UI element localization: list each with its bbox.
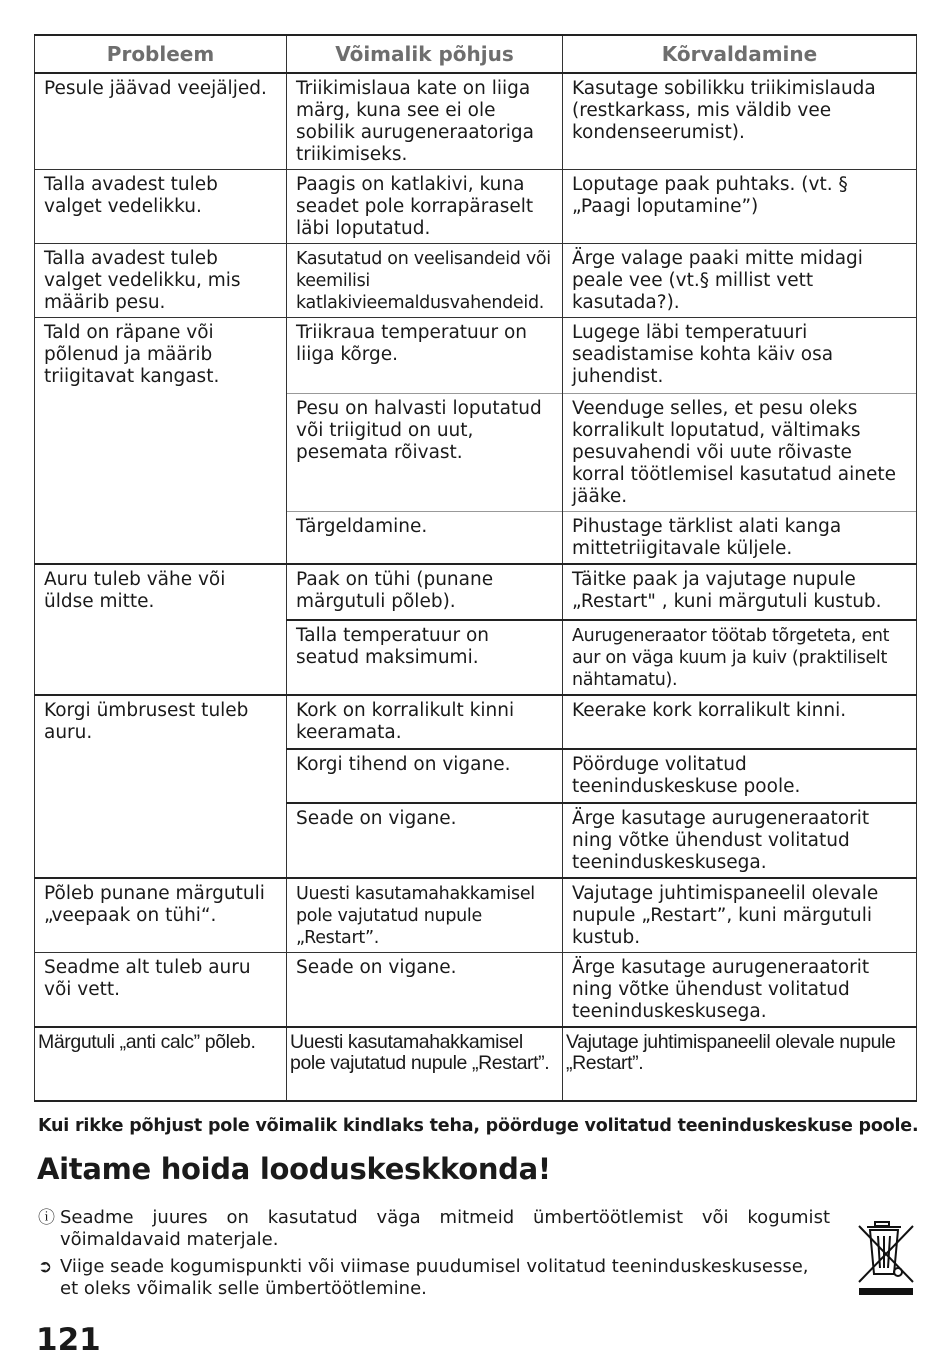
problem-cell: Seadme alt tuleb auru või vett. [35,953,287,1028]
cause-cell: Kork on korralikult kinni keeramata. [287,695,563,749]
fix-cell: Kasutage sobilikku triikimislauda (restkarkass, mis väldib vee kondenseerumist). [563,73,917,170]
eco-item [38,1207,838,1253]
table-row [35,1027,917,1101]
problem-cell: Põleb punane märgutuli „veepaak on tühi“. [35,878,287,953]
fix-cell: Pihustage tärklist alati kanga mittetriigitavale küljele. [563,512,917,565]
fix-cell: Ärge valage paaki mitte midagi peale vee (vt.§ millist vett kasutada?). [563,244,917,318]
table-header-row [35,35,917,73]
fix-cell: Aurugeneraator töötab tõrgeteta, ent aur on väga kuum ja kuiv (praktiliselt nähtamatu). [563,620,917,695]
troubleshooting-table [34,34,917,1102]
fix-cell: Loputage paak puhtaks. (vt. § „Paagi loputamine”) [563,170,917,244]
cause-cell: Uuesti kasutamahakkamisel pole vajutatud nupule „Restart”. [287,1027,563,1101]
cause-cell: Seade on vigane. [287,953,563,1028]
fix-cell: Vajutage juhtimispaneelil olevale nupule „Restart”. [563,1027,917,1101]
eco-item-text: Seadme juures on kasutatud väga mitmeid ümbertöötlemist või kogumist võimaldavaid materjale. [60,1207,830,1250]
header-problem: Probleem [35,35,287,73]
fix-cell: Lugege läbi temperatuuri seadistamise kohta käiv osa juhendist. [563,318,917,394]
header-fix: Kõrvaldamine [563,35,917,73]
page-number: 121 [36,1322,101,1358]
table-row [35,564,917,620]
cause-cell: Kasutatud on veelisandeid või keemilisi katlakivieemaldusvahendeid. [287,244,563,318]
problem-cell: Pesule jäävad veejäljed. [35,73,287,170]
fix-cell: Pöörduge volitatud teeninduskeskuse poole. [563,749,917,803]
fix-cell: Ärge kasutage aurugeneraatorit ning võtke ühendust volitatud teeninduskeskusega. [563,803,917,878]
problem-cell: Tald on räpane või põlenud ja määrib triigitavat kangast. [35,318,287,565]
problem-cell: Talla avadest tuleb valget vedelikku, mis määrib pesu. [35,244,287,318]
cause-cell: Triikraua temperatuur on liiga kõrge. [287,318,563,394]
table-row [35,953,917,1028]
table-row [35,73,917,170]
header-cause: Võimalik põhjus [287,35,563,73]
arrow-icon: ➲ [38,1257,53,1277]
cause-cell: Pesu on halvasti loputatud või triigitud on uut, pesemata rõivast. [287,394,563,512]
cause-cell: Uuesti kasutamahakkamisel pole vajutatud nupule „Restart”. [287,878,563,953]
fix-cell: Täitke paak ja vajutage nupule „Restart" , kuni märgutuli kustub. [563,564,917,620]
table-row [35,244,917,318]
problem-cell: Auru tuleb vähe või üldse mitte. [35,564,287,695]
eco-item [38,1256,838,1302]
fix-cell: Keerake kork korralikult kinni. [563,695,917,749]
table-row [35,318,917,394]
table-row [35,695,917,749]
cause-cell: Seade on vigane. [287,803,563,878]
problem-cell: Märgutuli „anti calc” põleb. [35,1027,287,1101]
cause-cell: Korgi tihend on vigane. [287,749,563,803]
fix-cell: Vajutage juhtimispaneelil olevale nupule „Restart”, kuni märgutuli kustub. [563,878,917,953]
cause-cell: Talla temperatuur on seatud maksimumi. [287,620,563,695]
problem-cell: Korgi ümbrusest tuleb auru. [35,695,287,878]
table-row [35,878,917,953]
fix-cell: Ärge kasutage aurugeneraatorit ning võtke ühendust volitatud teeninduskeskusega. [563,953,917,1028]
cause-cell: Paak on tühi (punane märgutuli põleb). [287,564,563,620]
problem-cell: Talla avadest tuleb valget vedelikku. [35,170,287,244]
crossed-bin-icon [855,1220,917,1296]
info-icon: ⓘ [38,1208,55,1228]
cause-cell: Paagis on katlakivi, kuna seadet pole korrapäraselt läbi loputatud. [287,170,563,244]
cause-cell: Tärgeldamine. [287,512,563,565]
cause-cell: Triikimislaua kate on liiga märg, kuna see ei ole sobilik aurugeneraatoriga triikimiseks. [287,73,563,170]
service-note: Kui rikke põhjust pole võimalik kindlaks teha, pöörduge volitatud teeninduskeskuse poole. [38,1116,919,1136]
eco-heading: Aitame hoida looduskeskkonda! [37,1152,551,1186]
troubleshooting-table-wrapper [34,34,916,1102]
eco-item-text: Viige seade kogumispunkti või viimase puudumisel volitatud teeninduskeskusesse, et oleks võimalik selle ümbertöötlemine. [60,1256,809,1299]
table-row [35,170,917,244]
fix-cell: Veenduge selles, et pesu oleks korralikult loputatud, vältimaks pesuvahendi või uute rõivaste korral töötlemisel kasutatud ainete jääke. [563,394,917,512]
